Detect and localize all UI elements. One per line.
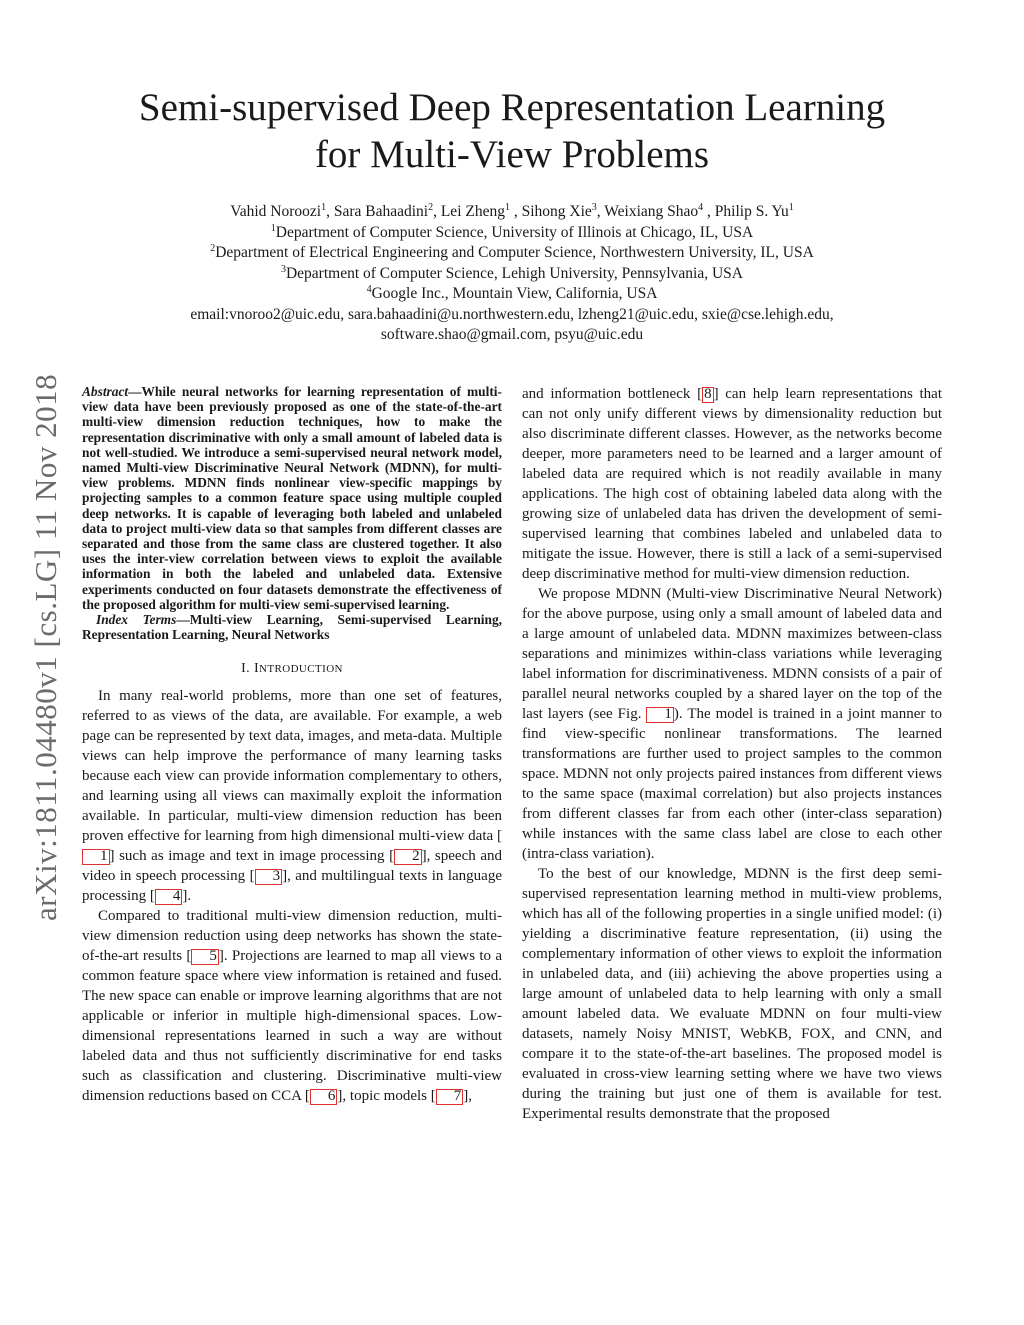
affiliation-number: 3	[280, 263, 286, 275]
citation-link[interactable]: 3	[255, 869, 283, 885]
text-run: and information bottleneck	[522, 386, 698, 402]
affiliation-text: Department of Electrical Engineering and Computer Science, Northwestern University, IL, USA	[215, 244, 814, 261]
section-numeral: I.	[241, 661, 251, 677]
index-terms-text: —Multi-view Learning, Semi-supervised Learning, Representation Learning, Neural Networks	[82, 612, 502, 643]
affiliation-text: Google Inc., Mountain View, California, USA	[371, 285, 658, 302]
intro-paragraph-3	[522, 584, 942, 864]
author-affiliation-mark: 1	[788, 201, 794, 213]
affiliation-number: 1	[270, 222, 276, 234]
index-terms	[82, 612, 502, 642]
text-run: , speech and video in speech processing	[82, 848, 502, 885]
text-run: We propose MDNN (Multi-view Discriminative Neural Network) for the above purpose, using only a small amount of labeled data and a large amount of unlabeled data. MDNN maximizes between-class separations and minimizes within-class variations while leveraging label information for discriminativeness. MDNN consists of a pair of parallel neural networks coupled by a shared layer on the top of the last layers (see Fig.	[522, 586, 942, 722]
text-run: can help learn representations that can not only unify different views by dimensionality reduction but also discriminate different classes. However, as the networks become deeper, more parameters need to be learned and a larger amount of labeled data are required which is not readily available in many applications. The high cost of obtaining labeled data along with the growing size of unlabeled data has driven the development of semi-supervised learning that combines labeled and unlabeled data to mitigate the issue. However, there is still a lack of a semi-supervised deep discriminative method for multi-view dimension reduction.	[522, 386, 942, 582]
index-terms-label: Index Terms	[96, 612, 177, 628]
author-affiliation-mark: 4	[698, 201, 704, 213]
figure-link[interactable]: 1	[646, 707, 674, 723]
affiliation-number: 4	[366, 283, 372, 295]
author-name: Sihong Xie	[521, 203, 592, 220]
text-run: Compared to traditional multi-view dimension reduction, multi-view dimension reduction using deep networks has shown the state-of-the-art results	[82, 908, 502, 965]
text-run: In many real-world problems, more than one set of features, referred to as views of the data, are available. For example, a web page can be represented by text data, images, and meta-data. Multiple views can help improve the performance of many learning tasks because each view can provide information complementary to others, and learning using all views can maximally exploit the information available. In particular, multi-view dimension reduction has been proven effective for learning from high dimensional multi-view data	[82, 688, 502, 845]
text-run: , topic models	[342, 1088, 431, 1105]
author-separator: ,	[509, 203, 522, 220]
text-run: To the best of our knowledge, MDNN is the first deep semi-supervised representation learning method in multi-view problems, which has all of the following properties in a single unified model: (i) yielding a discriminative feature representation, (ii) using the complementary information of other views to exploit the information in unlabeled data, and (iii) achieving the above properties using a large amount of unlabeled data to help learning with only a small amount labeled data. We evaluate MDNN on four multi-view datasets, namely Noisy MNIST, WebKB, FOX, and CNN, and compare it to the state-of-the-art baselines. The proposed model is evaluated in cross-view learning setting where we have two views during the training but just one of them is available for test. Experimental results demonstrate that the proposed	[522, 866, 942, 1122]
section-title-rest: NTRODUCTION	[259, 663, 343, 676]
author-name: Vahid Noroozi	[230, 203, 322, 220]
citation-link[interactable]: 5	[191, 949, 219, 965]
author-block	[90, 202, 934, 346]
affiliation-2	[90, 243, 934, 264]
text-run: .	[187, 888, 192, 905]
intro-paragraph-1: In many real-world problems, more than one set of features, referred to as views of the data, are available. For example, a web page can be represented by text data, images, and meta-data. Multiple views can help improve the performance of many learning tasks because each view can provide information complementary to others, and learning using all views can maximally exploit the information available. In particular, multi-view dimension reduction has been proven effective for learning from high dimensional multi-view data [1 ] such as image and text in image processing [ 2 ], speech and video in speech processing [ 3 ], and multilingual texts in language processing [ 4 ].	[82, 688, 502, 905]
affiliation-3	[90, 264, 934, 285]
affiliation-4	[90, 284, 934, 305]
text-run: . Projections are learned to map all views to a common feature space where view information is retained and fused. The new space can enable or improve learning algorithms that are not applicable or inferior in multiple high-dimensional spaces. Low-dimensional representations learned in such a way are without labeled data and thus not sufficiently discriminative for end tasks such as classification and clustering. Discriminative multi-view dimension reductions based on CCA	[82, 948, 503, 1105]
text-run: ). The model is trained in a joint manner to find view-specific nonlinear transformations. The learned transformations are further used to project samples to the common space. MDNN not only projects paired instances from different views to the same space (maximal correlation) but also projects instances from different classes far from each other (inter-class separation) while instances with the same class label are close to each other (intra-class variation).	[522, 706, 942, 862]
author-name: Lei Zheng	[440, 203, 505, 220]
author-affiliation-mark: 1	[504, 201, 510, 213]
abstract-text: —While neural networks for learning representation of multi-view data have been previously proposed as one of the state-of-the-art multi-view dimension reduction techniques, how to make the representation discriminative with only a small amount of labeled data is not well-studied. We introduce a semi-supervised neural network model, named Multi-view Discriminative Neural Network (MDNN), for multi-view problems. MDNN finds nonlinear view-specific mappings by projecting samples to a common feature space using multiple coupled deep networks. It is capable of leveraging both labeled and unlabeled data to project multi-view data so that samples from different classes are separated and those from the same class are clustered together. It also uses the inter-view correlation between views to exploit the available information in both the labeled and unlabeled data. Extensive experiments conducted on four datasets demonstrate the effectiveness of the proposed algorithm for multi-view semi-supervised learning.	[82, 384, 502, 612]
abstract-label: Abstract	[82, 384, 129, 399]
citation-link[interactable]: 7	[436, 1089, 464, 1105]
author-separator: ,	[596, 203, 605, 220]
text-run: , and multilingual texts in language processing	[82, 868, 502, 905]
text-run: ,	[468, 1088, 472, 1105]
section-title-initial: I	[253, 661, 260, 677]
intro-paragraph-4	[522, 864, 942, 1124]
author-name: Philip S. Yu	[714, 203, 789, 220]
affiliation-number: 2	[210, 242, 216, 254]
title-line-2: for Multi-View Problems	[314, 133, 710, 176]
author-affiliation-mark: 1	[321, 201, 327, 213]
author-separator: ,	[326, 203, 334, 220]
citation-link[interactable]: 4	[155, 889, 183, 905]
citation-link[interactable]: 8	[704, 386, 712, 402]
arxiv-identifier: arXiv:1811.04480v1 [cs.LG] 11 Nov 2018	[28, 373, 63, 921]
affiliation-text: Department of Computer Science, Lehigh University, Pennsylvania, USA	[285, 264, 743, 282]
email-line-2: software.shao@gmail.com, psyu@uic.edu	[380, 326, 644, 343]
affiliation-1	[90, 223, 934, 244]
affiliation-text: Department of Computer Science, University of Illinois at Chicago, IL, USA	[275, 223, 754, 241]
intro-paragraph-2: Compared to traditional multi-view dimension reduction, multi-view dimension reduction using deep networks has shown the state-of-the-art results [ 5 ]. Projections are learned to map all views to a common feature space where view information is retained and fused. The new space can enable or improve learning algorithms that are not applicable or inferior in multiple high-dimensional spaces. Low-dimensional representations learned in such a way are without labeled data and thus not sufficiently discriminative for end tasks such as classification and clustering. Discriminative multi-view dimension reductions based on CCA [ 6 ], topic models [ 7 ],	[82, 908, 503, 1105]
abstract	[82, 384, 502, 612]
citation-link[interactable]: 1	[82, 849, 110, 865]
email-line-1: email:vnoroo2@uic.edu, sara.bahaadini@u.northwestern.edu, lzheng21@uic.edu, sxie@cse.lehigh.edu,	[190, 305, 834, 323]
citation-link[interactable]: 2	[394, 849, 422, 865]
author-separator: ,	[703, 203, 715, 220]
author-separator: ,	[433, 203, 441, 220]
author-name: Sara Bahaadini	[333, 203, 429, 220]
author-affiliation-mark: 3	[591, 201, 597, 213]
section-heading-introduction	[82, 659, 502, 679]
author-name: Weixiang Shao	[604, 203, 699, 220]
text-run: such as image and text in image processing	[114, 848, 390, 865]
right-column	[522, 384, 942, 1124]
intro-paragraph-continued: and information bottleneck [ 8 ] can help learn representations that can not only unify different views by dimensionality reduction but also discriminate different classes. However, as the networks become deeper, more parameters need to be learned and a larger amount of labeled data are required which is not readily available in many applications. The high cost of obtaining labeled data along with the growing size of unlabeled data has driven the development of semi-supervised learning that combines labeled and unlabeled data to mitigate the issue. However, there is still a lack of a semi-supervised deep discriminative method for multi-view dimension reduction.	[522, 386, 942, 582]
title-line-1: Semi-supervised Deep Representation Learning	[138, 86, 886, 129]
left-column	[82, 384, 502, 1106]
paper-title	[90, 84, 934, 178]
citation-link[interactable]: 6	[310, 1089, 338, 1105]
author-names	[90, 202, 934, 223]
author-affiliation-mark: 2	[428, 201, 434, 213]
